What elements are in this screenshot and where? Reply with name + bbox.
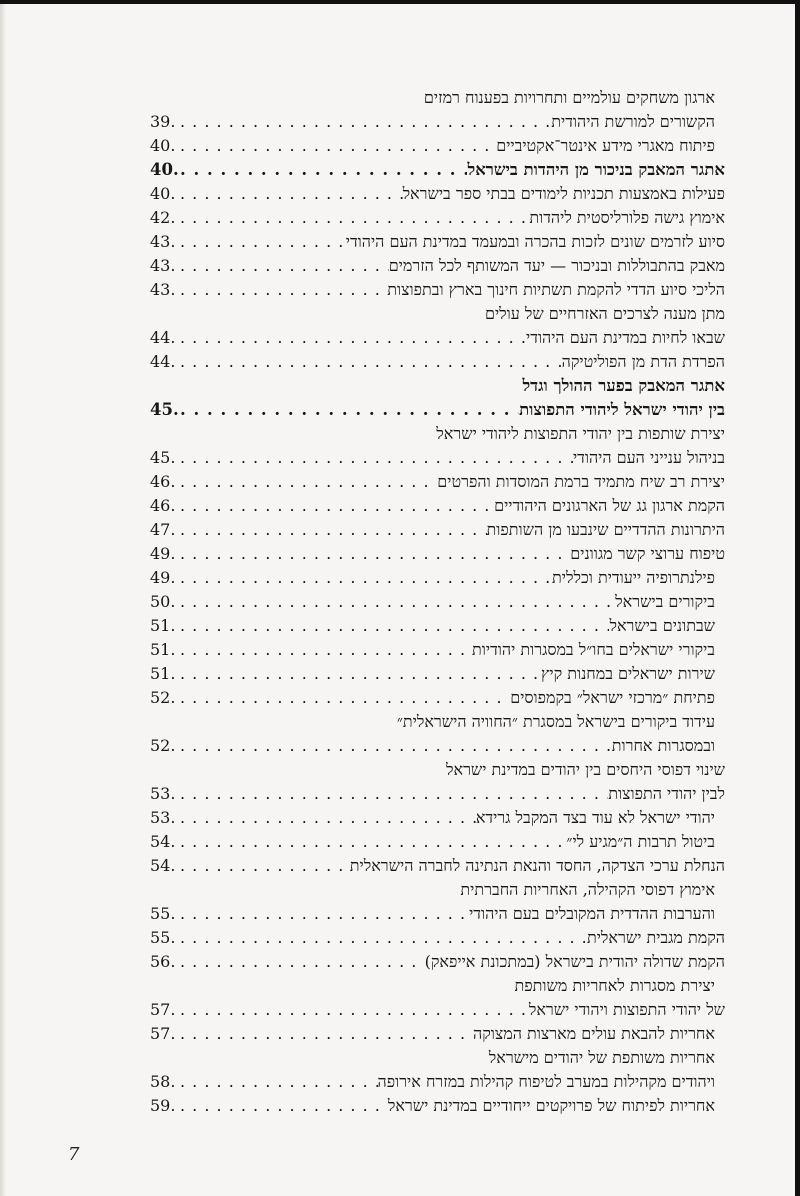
toc-leader-dots bbox=[180, 182, 403, 206]
toc-entry bbox=[150, 926, 725, 950]
toc-entry-title: אתגר המאבק בפער ההולך וגדל bbox=[522, 376, 725, 395]
toc-page-number: 45. bbox=[150, 448, 176, 467]
toc-entry bbox=[150, 302, 725, 326]
toc-leader-dots bbox=[180, 614, 609, 638]
toc-leader-dots bbox=[180, 518, 487, 542]
toc-entry-title: אחריות משותפת של יהודים מישראל bbox=[488, 1048, 715, 1067]
toc-entry bbox=[150, 998, 725, 1022]
toc-entry bbox=[150, 806, 725, 830]
toc-entry bbox=[150, 662, 725, 686]
toc-entry bbox=[150, 902, 725, 926]
toc-leader-dots bbox=[180, 902, 469, 926]
toc-entry bbox=[150, 974, 725, 998]
toc-entry bbox=[150, 542, 725, 566]
toc-entry-title: פילנתרופיה ייעודית וכללית bbox=[552, 568, 715, 587]
toc-entry bbox=[150, 830, 725, 854]
toc-page-number: 55. bbox=[150, 928, 176, 947]
toc-page-number: 44. bbox=[150, 352, 176, 371]
toc-leader-dots bbox=[180, 230, 346, 254]
toc-leader-dots bbox=[180, 662, 541, 686]
toc-entry bbox=[150, 326, 725, 350]
toc-page-number: 57. bbox=[150, 1000, 176, 1019]
toc-entry bbox=[150, 758, 725, 782]
toc-entry-title: עידוד ביקורים בישראל במסגרת ״החוויה הישראלית״ bbox=[396, 712, 715, 731]
toc-page-number: 52. bbox=[150, 688, 176, 707]
toc-leader-dots bbox=[180, 686, 510, 710]
toc-page-number: 53. bbox=[150, 808, 176, 827]
toc-entry bbox=[150, 254, 725, 278]
toc-page-number: 46. bbox=[150, 496, 176, 515]
toc-page-number: 40. bbox=[150, 136, 176, 155]
toc-leader-dots bbox=[180, 1094, 388, 1118]
toc-page-number: 52. bbox=[150, 736, 176, 755]
toc-entry-title: והערבות ההדדית המקובלים בעם היהודי bbox=[469, 904, 715, 923]
toc-page-number: 49. bbox=[150, 568, 176, 587]
toc-entry-title: הקמת ארגון גג של הארגונים היהודיים bbox=[494, 496, 725, 515]
toc-page-number: 59. bbox=[150, 1096, 176, 1115]
toc-entry bbox=[150, 734, 725, 758]
toc-page-number: 51. bbox=[150, 616, 176, 635]
toc-entry-title: ויהודים מקהילות במערב לטיפוח קהילות במזרח אירופה bbox=[377, 1072, 715, 1091]
toc-entry bbox=[150, 518, 725, 542]
toc-entry-title: יצירת שותפות בין יהודי התפוצות ליהודי ישראל bbox=[436, 424, 725, 443]
toc-entry-title: מאבק בהתבוללות ובניכור — יעד המשותף לכל הזרמים bbox=[388, 256, 725, 275]
toc-leader-dots bbox=[180, 350, 562, 374]
toc-page-number: 40. bbox=[150, 184, 176, 203]
toc-entry-title: פעילות באמצעות תכניות לימודים בבתי ספר בישראל bbox=[402, 184, 725, 203]
toc-entry bbox=[150, 590, 725, 614]
toc-entry-title: פיתוח מאגרי מידע אינטר־אקטיביים bbox=[496, 136, 715, 155]
toc-entry-title: של יהודי התפוצות ויהודי ישראל bbox=[528, 1000, 725, 1019]
toc-page-number: 54. bbox=[150, 856, 176, 875]
toc-entry bbox=[150, 878, 725, 902]
toc-leader-dots bbox=[180, 950, 425, 974]
toc-page-number: 47. bbox=[150, 520, 176, 539]
toc-page-number: 43. bbox=[150, 256, 176, 275]
toc-entry bbox=[150, 782, 725, 806]
toc-leader-dots bbox=[180, 998, 529, 1022]
toc-entry-title: אחריות להבאת עולים מארצות המצוקה bbox=[473, 1024, 715, 1043]
toc-leader-dots bbox=[180, 638, 472, 662]
toc-entry-title: שבתונים בישראל bbox=[609, 616, 715, 635]
toc-entry-title: שירות ישראלים במחנות קיץ bbox=[541, 664, 715, 683]
toc-leader-dots bbox=[180, 734, 612, 758]
toc-entry bbox=[150, 710, 725, 734]
toc-page-number: 51. bbox=[150, 640, 176, 659]
toc-entry-title: ביקורי ישראלים בחו״ל במסגרות יהודיות bbox=[472, 640, 715, 659]
toc-page-number: 45. bbox=[150, 400, 179, 419]
toc-page-number: 54. bbox=[150, 832, 176, 851]
toc-entry-title: אחריות לפיתוח של פרויקטים ייחודיים במדינת ישראל bbox=[387, 1096, 715, 1115]
toc-page-number: 42. bbox=[150, 208, 176, 227]
toc-page-number: 46. bbox=[150, 472, 176, 491]
toc-entry bbox=[150, 182, 725, 206]
toc-leader-dots bbox=[180, 278, 387, 302]
toc-page-number: 49. bbox=[150, 544, 176, 563]
toc-leader-dots bbox=[180, 158, 467, 182]
toc-entry bbox=[150, 1022, 725, 1046]
toc-entry-title: סיוע לזרמים שונים לזכות בהכרה ובמעמד במדינת העם היהודי bbox=[345, 232, 725, 251]
toc-entry-title: הקשורים למורשת היהודית bbox=[551, 112, 715, 131]
toc-entry-title: לבין יהודי התפוצות bbox=[608, 784, 725, 803]
toc-page-number: 44. bbox=[150, 328, 176, 347]
toc-entry-title: מתן מענה לצרכים האזרחיים של עולים bbox=[484, 304, 725, 323]
toc-page-number: 56. bbox=[150, 952, 176, 971]
toc-entry-title: הפרדת הדת מן הפוליטיקה bbox=[561, 352, 725, 371]
toc-entry bbox=[150, 494, 725, 518]
table-of-contents bbox=[150, 86, 725, 1118]
toc-entry-title: יצירת מסגרות לאחריות משותפת bbox=[514, 976, 715, 995]
toc-page-number: 53. bbox=[150, 784, 176, 803]
toc-entry bbox=[150, 422, 725, 446]
toc-entry bbox=[150, 614, 725, 638]
toc-entry-title: ביקורים בישראל bbox=[615, 592, 715, 611]
toc-entry bbox=[150, 638, 725, 662]
toc-entry bbox=[150, 1070, 725, 1094]
toc-leader-dots bbox=[180, 1070, 378, 1094]
toc-entry bbox=[150, 1046, 725, 1070]
toc-leader-dots bbox=[180, 806, 476, 830]
toc-section-heading bbox=[150, 374, 725, 398]
toc-entry-title: בין יהודי ישראל ליהודי התפוצות bbox=[519, 400, 725, 419]
toc-entry-title: ובמסגרות אחרות bbox=[611, 736, 715, 755]
toc-entry bbox=[150, 134, 725, 158]
toc-page-number: 43. bbox=[150, 280, 176, 299]
toc-page-number: 40. bbox=[150, 160, 179, 179]
toc-entry-title: טיפוח ערוצי קשר מגוונים bbox=[570, 544, 725, 563]
toc-entry-title: פתיחת ״מרכזי ישראל״ בקמפוסים bbox=[510, 688, 715, 707]
toc-entry-title: אימוץ דפוסי הקהילה, האחריות החברתית bbox=[460, 880, 715, 899]
toc-entry-title: הקמת מגבית ישראלית bbox=[586, 928, 725, 947]
toc-leader-dots bbox=[180, 926, 587, 950]
toc-leader-dots bbox=[180, 446, 573, 470]
toc-page-number: 39. bbox=[150, 112, 176, 131]
page-number: 7 bbox=[68, 1144, 80, 1165]
toc-entry-title: הקמת שדולה יהודית בישראל (במתכונת אייפאק) bbox=[424, 952, 725, 971]
toc-leader-dots bbox=[180, 542, 570, 566]
toc-entry bbox=[150, 470, 725, 494]
toc-entry-title: היתרונות ההדדיים שינבעו מן השותפות bbox=[486, 520, 725, 539]
toc-section-heading bbox=[150, 158, 725, 182]
toc-leader-dots bbox=[180, 110, 551, 134]
toc-section-heading bbox=[150, 398, 725, 422]
toc-entry bbox=[150, 278, 725, 302]
toc-entry bbox=[150, 206, 725, 230]
toc-entry-title: ביטול תרבות ה״מגיע לי״ bbox=[566, 832, 715, 851]
toc-leader-dots bbox=[180, 470, 437, 494]
toc-leader-dots bbox=[180, 590, 615, 614]
toc-entry-title: אימוץ גישה פלורליסטית ליהדות bbox=[529, 208, 725, 227]
toc-entry-title: הליכי סיוע הדדי להקמת תשתיות חינוך בארץ ובתפוצות bbox=[387, 280, 725, 299]
toc-leader-dots bbox=[180, 782, 608, 806]
toc-leader-dots bbox=[180, 398, 519, 422]
toc-entry-title: שינוי דפוסי היחסים בין יהודים במדינת ישראל bbox=[445, 760, 725, 779]
toc-leader-dots bbox=[180, 566, 552, 590]
toc-leader-dots bbox=[180, 494, 494, 518]
toc-entry-title: יהודי ישראל לא עוד בצד המקבל גרידא bbox=[475, 808, 715, 827]
toc-page-number: 51. bbox=[150, 664, 176, 683]
toc-leader-dots bbox=[180, 206, 529, 230]
toc-leader-dots bbox=[180, 1022, 473, 1046]
toc-page-number: 57. bbox=[150, 1024, 176, 1043]
toc-entry-title: יצירת רב שיח מתמיד ברמת המוסדות והפרטים bbox=[437, 472, 725, 491]
toc-entry bbox=[150, 350, 725, 374]
toc-leader-dots bbox=[180, 326, 526, 350]
toc-entry-title: ארגון משחקים עולמיים ותחרויות בפענוח רמזים bbox=[423, 88, 715, 107]
toc-page-number: 58. bbox=[150, 1072, 176, 1091]
toc-leader-dots bbox=[180, 854, 350, 878]
toc-entry bbox=[150, 110, 725, 134]
toc-entry bbox=[150, 854, 725, 878]
toc-entry bbox=[150, 686, 725, 710]
toc-entry bbox=[150, 230, 725, 254]
toc-page-number: 43. bbox=[150, 232, 176, 251]
toc-entry-title: בניהול ענייני העם היהודי bbox=[572, 448, 725, 467]
toc-entry bbox=[150, 566, 725, 590]
toc-entry-title: אתגר המאבק בניכור מן היהדות בישראל bbox=[467, 160, 725, 179]
toc-entry-title: שבאו לחיות במדינת העם היהודי bbox=[526, 328, 725, 347]
toc-entry-title: הנחלת ערכי הצדקה, החסד והנאת הנתינה לחברה הישראלית bbox=[349, 856, 725, 875]
toc-entry bbox=[150, 86, 725, 110]
toc-entry bbox=[150, 446, 725, 470]
toc-page-number: 55. bbox=[150, 904, 176, 923]
toc-entry bbox=[150, 950, 725, 974]
toc-leader-dots bbox=[180, 134, 496, 158]
toc-leader-dots bbox=[180, 830, 566, 854]
toc-page-number: 50. bbox=[150, 592, 176, 611]
toc-leader-dots bbox=[180, 254, 389, 278]
toc-entry bbox=[150, 1094, 725, 1118]
